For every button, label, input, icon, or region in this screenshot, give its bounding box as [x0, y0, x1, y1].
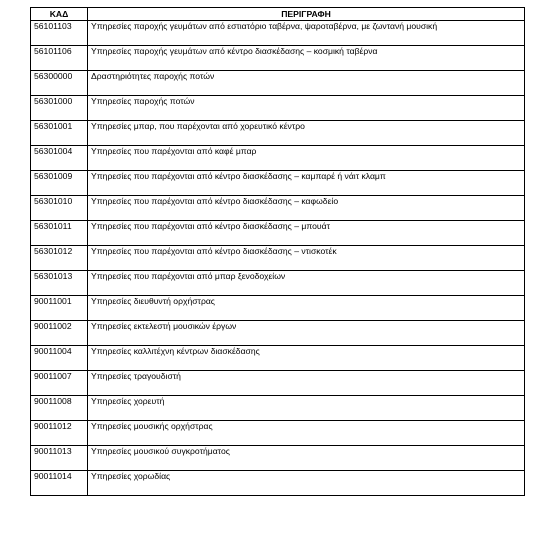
table-row [31, 196, 525, 221]
kad-code-cell: 90011008 [31, 396, 88, 421]
kad-code-cell: 90011002 [31, 321, 88, 346]
table-row [31, 246, 525, 271]
table-header [31, 8, 525, 21]
table-row [31, 96, 525, 121]
table-row [31, 146, 525, 171]
table-row [31, 71, 525, 96]
kad-code-cell: 90011001 [31, 296, 88, 321]
table-row [31, 221, 525, 246]
table-row [31, 46, 525, 71]
table-row [31, 371, 525, 396]
header-row [31, 8, 525, 21]
description-cell: Υπηρεσίες που παρέχονται από καφέ μπαρ [88, 146, 525, 171]
kad-code-cell: 90011007 [31, 371, 88, 396]
description-cell: Υπηρεσίες που παρέχονται από κέντρο διασκέδασης – ντισκοτέκ [88, 246, 525, 271]
description-cell: Υπηρεσίες τραγουδιστή [88, 371, 525, 396]
description-cell: Υπηρεσίες διευθυντή ορχήστρας [88, 296, 525, 321]
kad-code-cell: 90011013 [31, 446, 88, 471]
kad-code-cell: 56301000 [31, 96, 88, 121]
table-row [31, 396, 525, 421]
table-row [31, 321, 525, 346]
kad-code-cell: 90011012 [31, 421, 88, 446]
table-body [31, 21, 525, 496]
table-row [31, 471, 525, 496]
description-cell: Υπηρεσίες μπαρ, που παρέχονται από χορευτικό κέντρο [88, 121, 525, 146]
kad-code-cell: 56301009 [31, 171, 88, 196]
header-kad: ΚΑΔ [31, 8, 88, 21]
table-row [31, 346, 525, 371]
kad-code-cell: 56101106 [31, 46, 88, 71]
description-cell: Υπηρεσίες που παρέχονται από μπαρ ξενοδοχείων [88, 271, 525, 296]
description-cell: Υπηρεσίες καλλιτέχνη κέντρων διασκέδασης [88, 346, 525, 371]
kad-code-cell: 56301001 [31, 121, 88, 146]
description-cell: Υπηρεσίες μουσικής ορχήστρας [88, 421, 525, 446]
description-cell: Δραστηριότητες παροχής ποτών [88, 71, 525, 96]
description-cell: Υπηρεσίες που παρέχονται από κέντρο διασκέδασης – καμπαρέ ή νάιτ κλαμπ [88, 171, 525, 196]
description-cell: Υπηρεσίες παροχής ποτών [88, 96, 525, 121]
description-cell: Υπηρεσίες εκτελεστή μουσικών έργων [88, 321, 525, 346]
kad-code-cell: 56101103 [31, 21, 88, 46]
table-row [31, 446, 525, 471]
table-row [31, 21, 525, 46]
kad-code-cell: 56300000 [31, 71, 88, 96]
kad-table [30, 7, 525, 496]
table-row [31, 171, 525, 196]
kad-code-cell: 56301004 [31, 146, 88, 171]
kad-code-cell: 90011004 [31, 346, 88, 371]
table-row [31, 271, 525, 296]
description-cell: Υπηρεσίες μουσικού συγκροτήματος [88, 446, 525, 471]
table-row [31, 421, 525, 446]
description-cell: Υπηρεσίες παροχής γευμάτων από κέντρο διασκέδασης – κοσμική ταβέρνα [88, 46, 525, 71]
description-cell: Υπηρεσίες χορευτή [88, 396, 525, 421]
kad-code-cell: 56301011 [31, 221, 88, 246]
table-row [31, 121, 525, 146]
kad-code-cell: 90011014 [31, 471, 88, 496]
description-cell: Υπηρεσίες που παρέχονται από κέντρο διασκέδασης – καφωδείο [88, 196, 525, 221]
description-cell: Υπηρεσίες χορωδίας [88, 471, 525, 496]
kad-code-cell: 56301013 [31, 271, 88, 296]
table-row [31, 296, 525, 321]
description-cell: Υπηρεσίες που παρέχονται από κέντρο διασκέδασης – μπουάτ [88, 221, 525, 246]
description-cell: Υπηρεσίες παροχής γευμάτων από εστιατόριο ταβέρνα, ψαροταβέρνα, με ζωντανή μουσική [88, 21, 525, 46]
kad-code-cell: 56301010 [31, 196, 88, 221]
header-description: ΠΕΡΙΓΡΑΦΗ [88, 8, 525, 21]
kad-code-cell: 56301012 [31, 246, 88, 271]
